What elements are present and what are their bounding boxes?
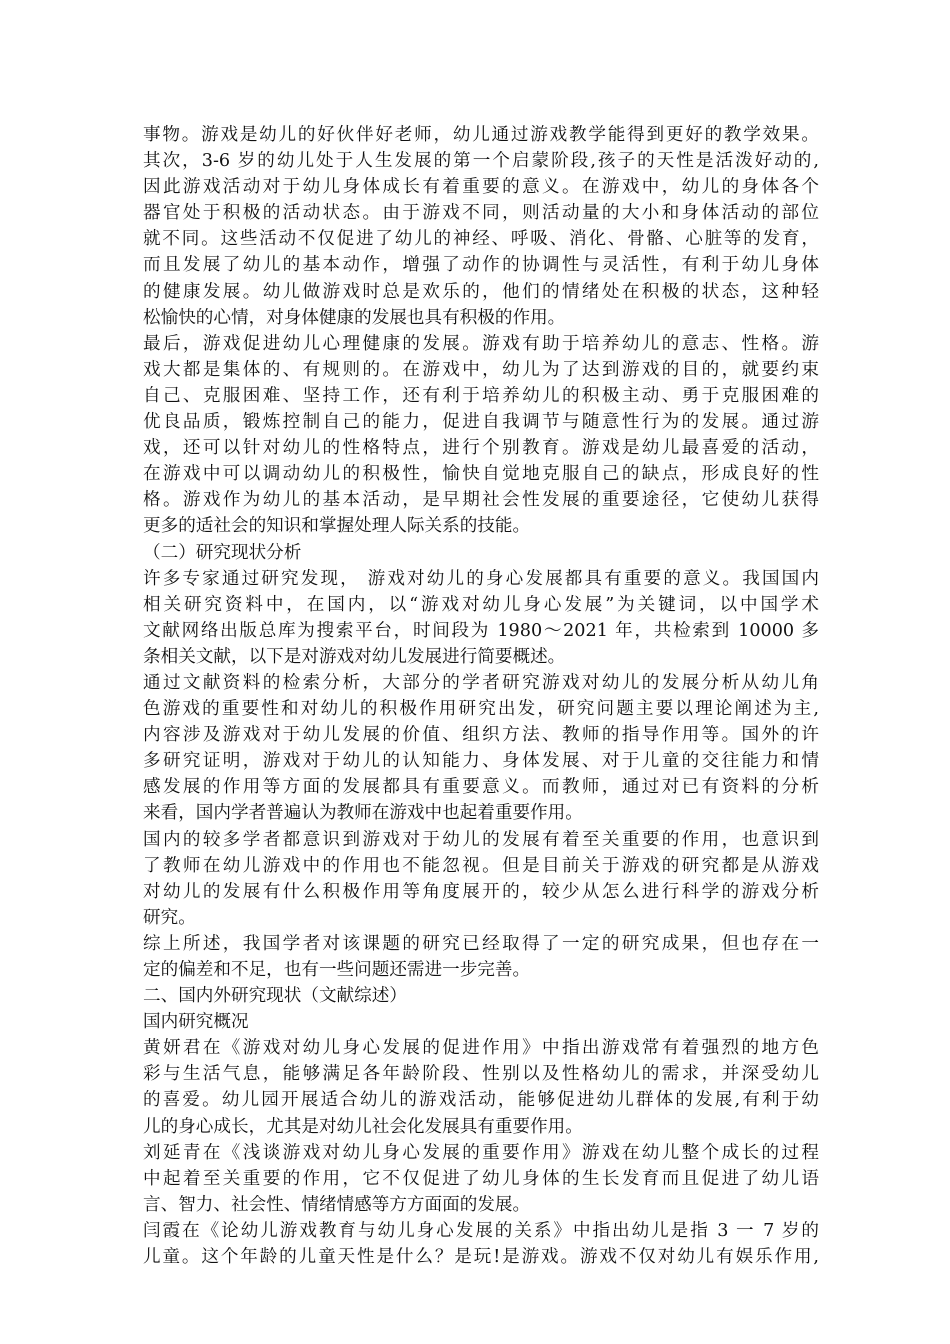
text-line: 言、智力、社会性、情绪情感等方方面面的发展。 [143,1194,531,1215]
text-line: 因此游戏活动对于幼儿身体成长有着重要的意义。在游戏中，幼儿的身体各个 [143,177,819,198]
text-line: 在游戏中可以调动幼儿的积极性，愉快自觉地克服自己的缺点，形成良好的性 [143,464,819,485]
text-line: 闫霞在《论幼儿游戏教育与幼儿身心发展的关系》中指出幼儿是指 3 一 7 岁的 [143,1220,819,1241]
text-line: 国内研究概况 [143,1012,249,1033]
text-line: 内容涉及游戏对于幼儿发展的价值、组织方法、教师的指导作用等。国外的许 [143,725,819,746]
text-line: 自己、克服困难、坚持工作，还有利于培养幼儿的积极主动、勇于克服困难的 [143,385,819,406]
text-line: 的喜爱。幼儿园开展适合幼儿的游戏活动，能够促进幼儿群体的发展,有利于幼 [143,1090,819,1111]
text-line: 研究。 [143,907,196,928]
text-line: 来看，国内学者普遍认为教师在游戏中也起着重要作用。 [143,803,583,824]
text-line: 感发展的作用等方面的发展都具有重要意义。而教师，通过对已有资料的分析 [143,777,819,798]
text-line: 的健康发展。幼儿做游戏时总是欢乐的，他们的情绪处在积极的状态，这种轻 [143,281,819,302]
text-line: 最后，游戏促进幼儿心理健康的发展。游戏有助于培养幼儿的意志、性格。游 [143,333,819,354]
text-line: 对幼儿的发展有什么积极作用等角度展开的，较少从怎么进行科学的游戏分析 [143,881,819,902]
text-line: 格。游戏作为幼儿的基本活动，是早期社会性发展的重要途径，它使幼儿获得 [143,490,819,511]
text-line: （二）研究现状分析 [143,542,302,563]
text-line: 更多的适社会的知识和掌握处理人际关系的技能。 [143,516,531,537]
text-line: 多研究证明，游戏对于幼儿的认知能力、身体发展、对于儿童的交往能力和情 [143,751,819,772]
body-text [143,122,819,1270]
text-line: 相关研究资料中，在国内，以“游戏对幼儿身心发展”为关键词，以中国学术 [143,594,819,615]
text-line: 儿的身心成长，尤其是对幼儿社会化发展具有重要作用。 [143,1116,583,1137]
text-line: 定的偏差和不足，也有一些问题还需进一步完善。 [143,960,531,980]
text-line: 许多专家通过研究发现， 游戏对幼儿的身心发展都具有重要的意义。我国国内 [143,568,819,589]
text-line: 色游戏的重要性和对幼儿的积极作用研究出发，研究问题主要以理论阐述为主, [143,699,819,720]
text-line: 国内的较多学者都意识到游戏对于幼儿的发展有着至关重要的作用，也意识到 [143,829,819,850]
text-line: 通过文献资料的检索分析，大部分的学者研究游戏对幼儿的发展分析从幼儿角 [143,672,819,693]
text-line: 松愉快的心情，对身体健康的发展也具有积极的作用。 [143,307,566,328]
text-line: 优良品质，锻炼控制自己的能力，促进自我调节与随意性行为的发展。通过游 [143,412,819,433]
text-line: 条相关文献，以下是对游戏对幼儿发展进行简要概述。 [143,646,566,667]
text-line: 彩与生活气息，能够满足各年龄阶段、性别以及性格幼儿的需求，并深受幼儿 [143,1064,819,1085]
text-line: 戏，还可以针对幼儿的性格特点，进行个别教育。游戏是幼儿最喜爱的活动， [143,438,819,459]
text-line: 综上所述，我国学者对该课题的研究已经取得了一定的研究成果，但也存在一 [143,933,819,954]
text-line: 刘延青在《浅谈游戏对幼儿身心发展的重要作用》游戏在幼儿整个成长的过程 [143,1142,819,1163]
text-line: 二、国内外研究现状（文献综述） [143,986,407,1007]
text-line: 中起着至关重要的作用，它不仅促进了幼儿身体的生长发育而且促进了幼儿语 [143,1168,819,1189]
text-line: 黄妍君在《游戏对幼儿身心发展的促进作用》中指出游戏常有着强烈的地方色 [143,1038,819,1059]
text-line: 事物。游戏是幼儿的好伙伴好老师，幼儿通过游戏教学能得到更好的教学效果。 [143,125,819,145]
text-line: 而且发展了幼儿的基本动作，增强了动作的协调性与灵活性，有利于幼儿身体 [143,255,819,276]
text-line: 就不同。这些活动不仅促进了幼儿的神经、呼吸、消化、骨骼、心脏等的发育， [143,229,819,250]
text-line: 儿童。这个年龄的儿童天性是什么？是玩!是游戏。游戏不仅对幼儿有娱乐作用, [143,1247,819,1268]
text-line: 其次，3-6 岁的幼儿处于人生发展的第一个启蒙阶段,孩子的天性是活泼好动的, [143,151,819,172]
text-line: 戏大都是集体的、有规则的。在游戏中，幼儿为了达到游戏的目的，就要约束 [143,359,819,380]
text-line: 器官处于积极的活动状态。由于游戏不同，则活动量的大小和身体活动的部位 [143,203,819,224]
text-line: 了教师在幼儿游戏中的作用也不能忽视。但是目前关于游戏的研究都是从游戏 [143,855,819,876]
text-line: 文献网络出版总库为搜索平台，时间段为 1980～2021 年，共检索到 10000 多 [143,620,819,641]
